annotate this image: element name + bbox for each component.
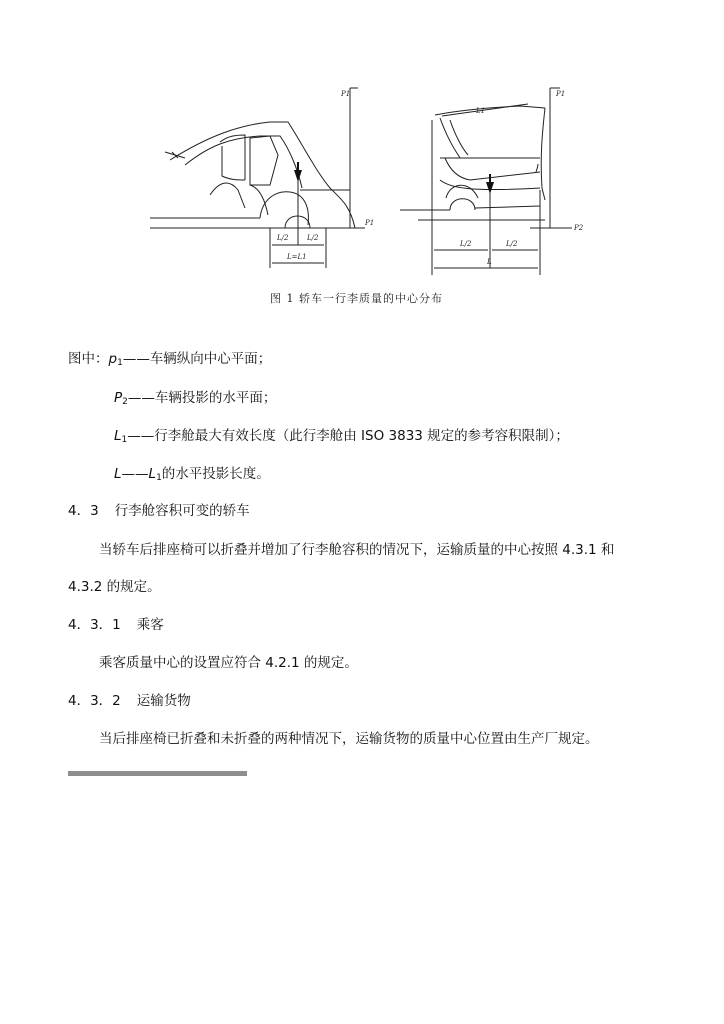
section-4-3-1-number: 4．3．1 [68, 617, 121, 633]
section-divider [68, 771, 247, 776]
legend-p1-text: ——车辆纵向中心平面； [122, 351, 272, 367]
legend-intro: 图中： [68, 351, 109, 367]
section-4-3-heading [68, 502, 250, 520]
figure-1 [150, 80, 600, 310]
section-4-3-2-heading [68, 692, 191, 710]
legend-p1-symbol: p [108, 351, 118, 367]
figure-drawing [150, 80, 600, 290]
label-right-p-top: P1 [556, 90, 566, 98]
legend-l1-sub: 1 [121, 435, 128, 445]
label-right-half2: L/2 [506, 240, 518, 248]
right-car-drawing [400, 88, 572, 275]
legend-p1-sub: 1 [117, 358, 123, 368]
label-right-l1: L1 [476, 107, 486, 115]
legend-p2 [114, 389, 276, 411]
legend-l-sub: 1 [156, 473, 162, 483]
label-right-p-bottom: P2 [574, 224, 584, 232]
legend-l1-text: ——行李舱最大有效长度（此行李舱由 ISO 3833 规定的参考容积限制）； [127, 428, 569, 444]
legend-l1 [114, 427, 569, 449]
legend-p2-symbol: P [114, 390, 123, 406]
section-4-3-title: 行李舱容积可变的轿车 [114, 503, 250, 519]
section-4-3-2-title: 运输货物 [136, 693, 191, 709]
paragraph-4-3-line2: 4.3.2 的规定。 [68, 579, 161, 595]
legend-p2-sub: 2 [122, 397, 128, 407]
label-left-half1: L/2 [277, 234, 289, 242]
section-4-3-2-number: 4．3．2 [68, 693, 121, 709]
left-car-drawing [150, 88, 365, 268]
legend-p1 [68, 350, 271, 372]
label-left-half2: L/2 [307, 234, 319, 242]
label-right-total: L [487, 258, 492, 266]
paragraph-4-3-2: 当后排座椅已折叠和未折叠的两种情况下，运输货物的质量中心位置由生产厂规定。 [99, 731, 599, 747]
legend-l [114, 465, 270, 487]
legend-l1-symbol: L [114, 428, 122, 444]
section-4-3-number: 4．3 [68, 503, 99, 519]
legend-l-symbol: L [114, 466, 122, 482]
legend-p2-text: ——车辆投影的水平面； [127, 390, 277, 406]
label-left-total: L=L1 [287, 253, 307, 261]
paragraph-4-3-1: 乘客质量中心的设置应符合 4.2.1 的规定。 [99, 655, 358, 671]
legend-l-dash: —— [121, 466, 149, 482]
section-4-3-1-title: 乘客 [136, 617, 164, 633]
figure-caption: 图 1 轿车一行李质量的中心分布 [270, 292, 443, 305]
label-left-p1-top: P1 [341, 90, 351, 98]
paragraph-4-3-line1: 当轿车后排座椅可以折叠并增加了行李舱容积的情况下，运输质量的中心按照 4.3.1 和 [99, 542, 615, 558]
legend-l-symbol2: L [148, 466, 157, 482]
label-right-half1: L/2 [460, 240, 472, 248]
section-4-3-1-heading [68, 616, 164, 634]
label-left-p1-bottom: P1 [365, 219, 375, 227]
legend-l-text: 的水平投影长度。 [161, 466, 270, 482]
